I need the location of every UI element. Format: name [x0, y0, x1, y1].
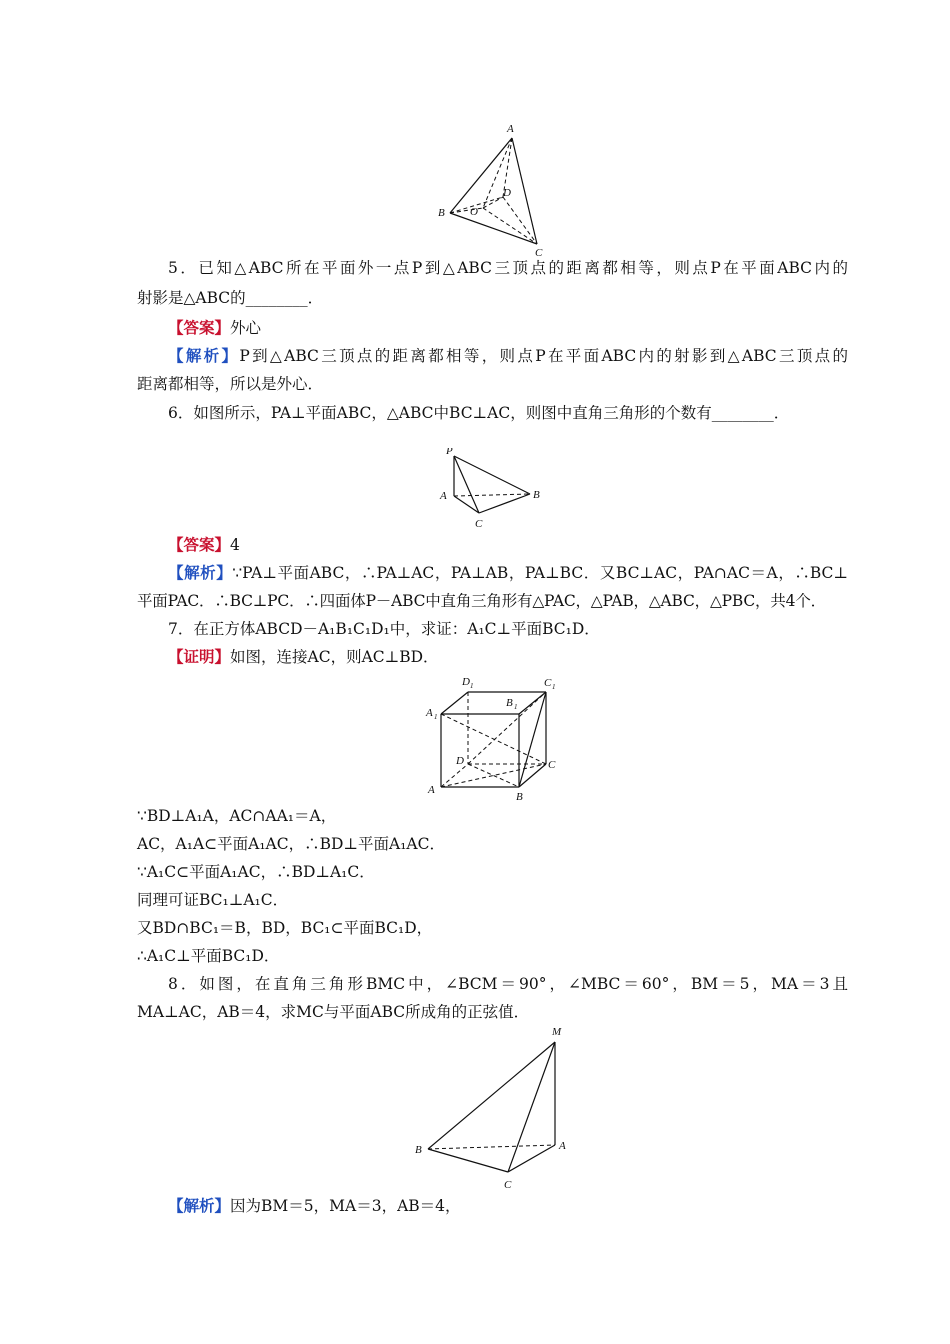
fig1-label-b: B: [438, 207, 445, 219]
q5-analysis-line1: [168, 345, 848, 367]
fig3-label-c: C: [548, 759, 556, 771]
q6-line1: 6．如图所示，PA⊥平面ABC，△ABC中BC⊥AC，则图中直角三角形的个数有________．: [168, 404, 790, 422]
fig4-label-b: B: [415, 1144, 422, 1156]
fig4-label-c: C: [504, 1179, 512, 1191]
q5-line1: 5．已知△ABC所在平面外一点P到△ABC三顶点的距离都相等，则点P在平面ABC内的: [168, 259, 848, 277]
fig3-label-b: B: [516, 791, 523, 802]
fig1-label-a: A: [507, 123, 514, 135]
q5-analysis-text1: P到△ABC三顶点的距离都相等，则点P在平面ABC内的射影到△ABC三顶点的: [239, 347, 848, 365]
q6-answer-tag: 【答案】: [168, 535, 231, 554]
q7-step-4: 同理可证BC₁⊥A₁C．: [137, 891, 289, 909]
q7-proof: [168, 646, 848, 668]
q7-line1: 7．在正方体ABCD－A₁B₁C₁D₁中，求证：A₁C⊥平面BC₁D．: [168, 620, 600, 638]
fig3-label-a1-sub: 1: [434, 713, 438, 721]
q6-analysis-text1: ∵PA⊥平面ABC，∴PA⊥AC，PA⊥AB，PA⊥BC．又BC⊥AC，PA∩AC＝A，∴BC⊥: [232, 564, 848, 582]
fig3-label-c1-sub: 1: [552, 683, 556, 691]
fig2-label-c: C: [475, 518, 483, 530]
fig3-label-d: D: [456, 755, 464, 767]
q8-line1: 8．如图，在直角三角形BMC中，∠BCM＝90°，∠MBC＝60°，BM＝5，MA＝3且: [168, 975, 848, 993]
figure-tetrahedron-abcd: [425, 118, 560, 258]
q5-answer: [168, 317, 848, 339]
q7-proof-intro: 如图，连接AC，则AC⊥BD．: [230, 648, 439, 666]
fig2-label-p: P: [446, 448, 453, 457]
fig3-label-c1: C: [544, 677, 552, 689]
q5-line2: 射影是△ABC的________．: [137, 289, 324, 307]
q7-proof-tag: 【证明】: [168, 647, 231, 666]
q7-step-3: ∵A₁C⊂平面A₁AC，∴BD⊥A₁C．: [137, 863, 375, 881]
figure-pyramid-pabc: [435, 448, 550, 533]
q5-answer-text: 外心: [230, 319, 262, 337]
fig3-label-a1: A: [426, 707, 433, 719]
q7-step-2: AC，A₁A⊂平面A₁AC，∴BD⊥平面A₁AC．: [137, 835, 445, 853]
fig3-label-d1: D: [462, 676, 470, 688]
q8-analysis-text1: 因为BM＝5，MA＝3，AB＝4，: [230, 1197, 461, 1215]
q7-step-1: ∵BD⊥A₁A，AC∩AA₁＝A，: [137, 807, 337, 825]
figure-cube: [424, 672, 564, 802]
q6-answer-text: 4: [230, 536, 240, 554]
q6-analysis-line2: 平面PAC．∴BC⊥PC．∴四面体P－ABC中直角三角形有△PAC，△PAB，△ABC，△PBC，共4个．: [137, 592, 826, 610]
q6-analysis-tag: 【解析】: [168, 563, 233, 582]
fig2-label-b: B: [533, 489, 540, 501]
q8-analysis-tag: 【解析】: [168, 1196, 231, 1215]
q5-analysis-tag: 【解析】: [168, 346, 240, 365]
q8-analysis: [168, 1195, 848, 1217]
fig1-label-d: D: [503, 187, 511, 199]
q5-analysis-line2: 距离都相等，所以是外心．: [137, 375, 324, 393]
fig4-label-a: A: [559, 1140, 566, 1152]
fig3-label-a: A: [428, 784, 435, 796]
q7-step-6: ∴A₁C⊥平面BC₁D．: [137, 947, 280, 965]
q7-step-5: 又BD∩BC₁＝B，BD，BC₁⊂平面BC₁D，: [137, 919, 433, 937]
figure-triangle-bmc: [410, 1022, 575, 1197]
q5-answer-tag: 【答案】: [168, 318, 231, 337]
fig3-label-d1-sub: 1: [470, 682, 474, 690]
fig1-label-c: C: [535, 247, 543, 258]
fig1-label-o: O: [470, 206, 478, 218]
fig4-label-m: M: [552, 1026, 562, 1038]
fig2-label-a: A: [440, 490, 447, 502]
q6-analysis-line1: [168, 562, 848, 584]
fig3-label-b1: B: [506, 697, 513, 709]
q8-line2: MA⊥AC，AB＝4，求MC与平面ABC所成角的正弦值．: [137, 1003, 530, 1021]
fig3-label-b1-sub: 1: [514, 703, 518, 711]
q6-answer: [168, 534, 848, 556]
